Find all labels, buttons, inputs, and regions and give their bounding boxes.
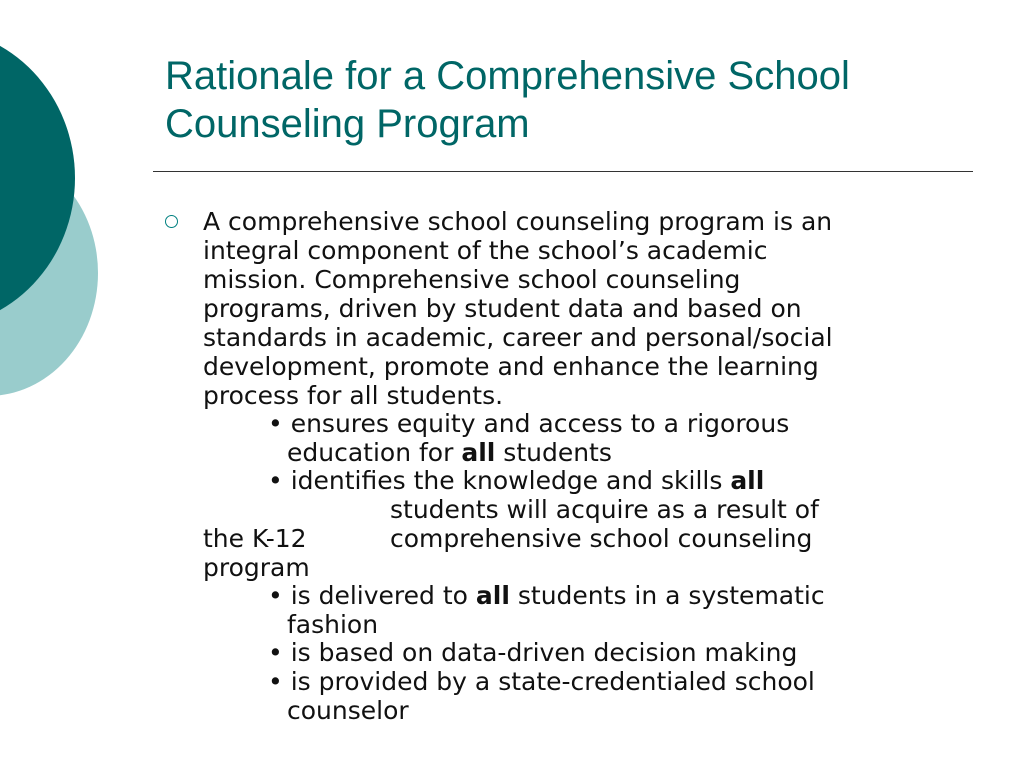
sub-bullet-5-line-2: counselor	[287, 696, 409, 725]
body-line-3: mission. Comprehensive school counseling	[203, 265, 741, 294]
sub-bullet-3-line-1	[268, 581, 825, 610]
sub-bullet-4: • is based on data-driven decision making	[268, 638, 798, 667]
body-line-6: development, promote and enhance the learning	[203, 352, 819, 381]
emphasis-all: all	[730, 466, 765, 495]
sub-bullet-5-line-1: • is provided by a state-credentialed school	[268, 667, 815, 696]
text-run: • is delivered to	[268, 581, 476, 610]
text-run: • identifies the knowledge and skills	[268, 466, 731, 495]
sub-bullet-2-line-1	[268, 466, 764, 495]
hollow-circle-bullet-icon	[165, 215, 178, 228]
sub-bullet-2-line-2: students will acquire as a result of	[390, 495, 819, 524]
text-run: students in a systematic	[509, 581, 825, 610]
body-line-2: integral component of the school’s academic	[203, 236, 768, 265]
emphasis-all: all	[475, 581, 510, 610]
sub-bullet-2-line-4: program	[203, 553, 310, 582]
title-line-1: Rationale for a Comprehensive School	[165, 54, 850, 98]
sub-bullet-2-line-3-left: the K-12	[203, 524, 307, 553]
sub-bullet-1-line-2	[287, 438, 612, 467]
body-line-1: A comprehensive school counseling program is an	[203, 207, 833, 236]
body-line-4: programs, driven by student data and based on	[203, 294, 802, 323]
sub-bullet-1-line-1: • ensures equity and access to a rigorous	[268, 409, 790, 438]
title-line-2: Counseling Program	[165, 102, 530, 146]
sub-bullet-2-line-3-right: comprehensive school counseling	[390, 524, 813, 553]
body-line-7: process for all students.	[203, 381, 504, 410]
emphasis-all: all	[461, 438, 496, 467]
sub-bullet-3-line-2: fashion	[287, 610, 379, 639]
text-run: education for	[287, 438, 462, 467]
body-line-5: standards in academic, career and personal/social	[203, 323, 833, 352]
text-run: students	[495, 438, 612, 467]
